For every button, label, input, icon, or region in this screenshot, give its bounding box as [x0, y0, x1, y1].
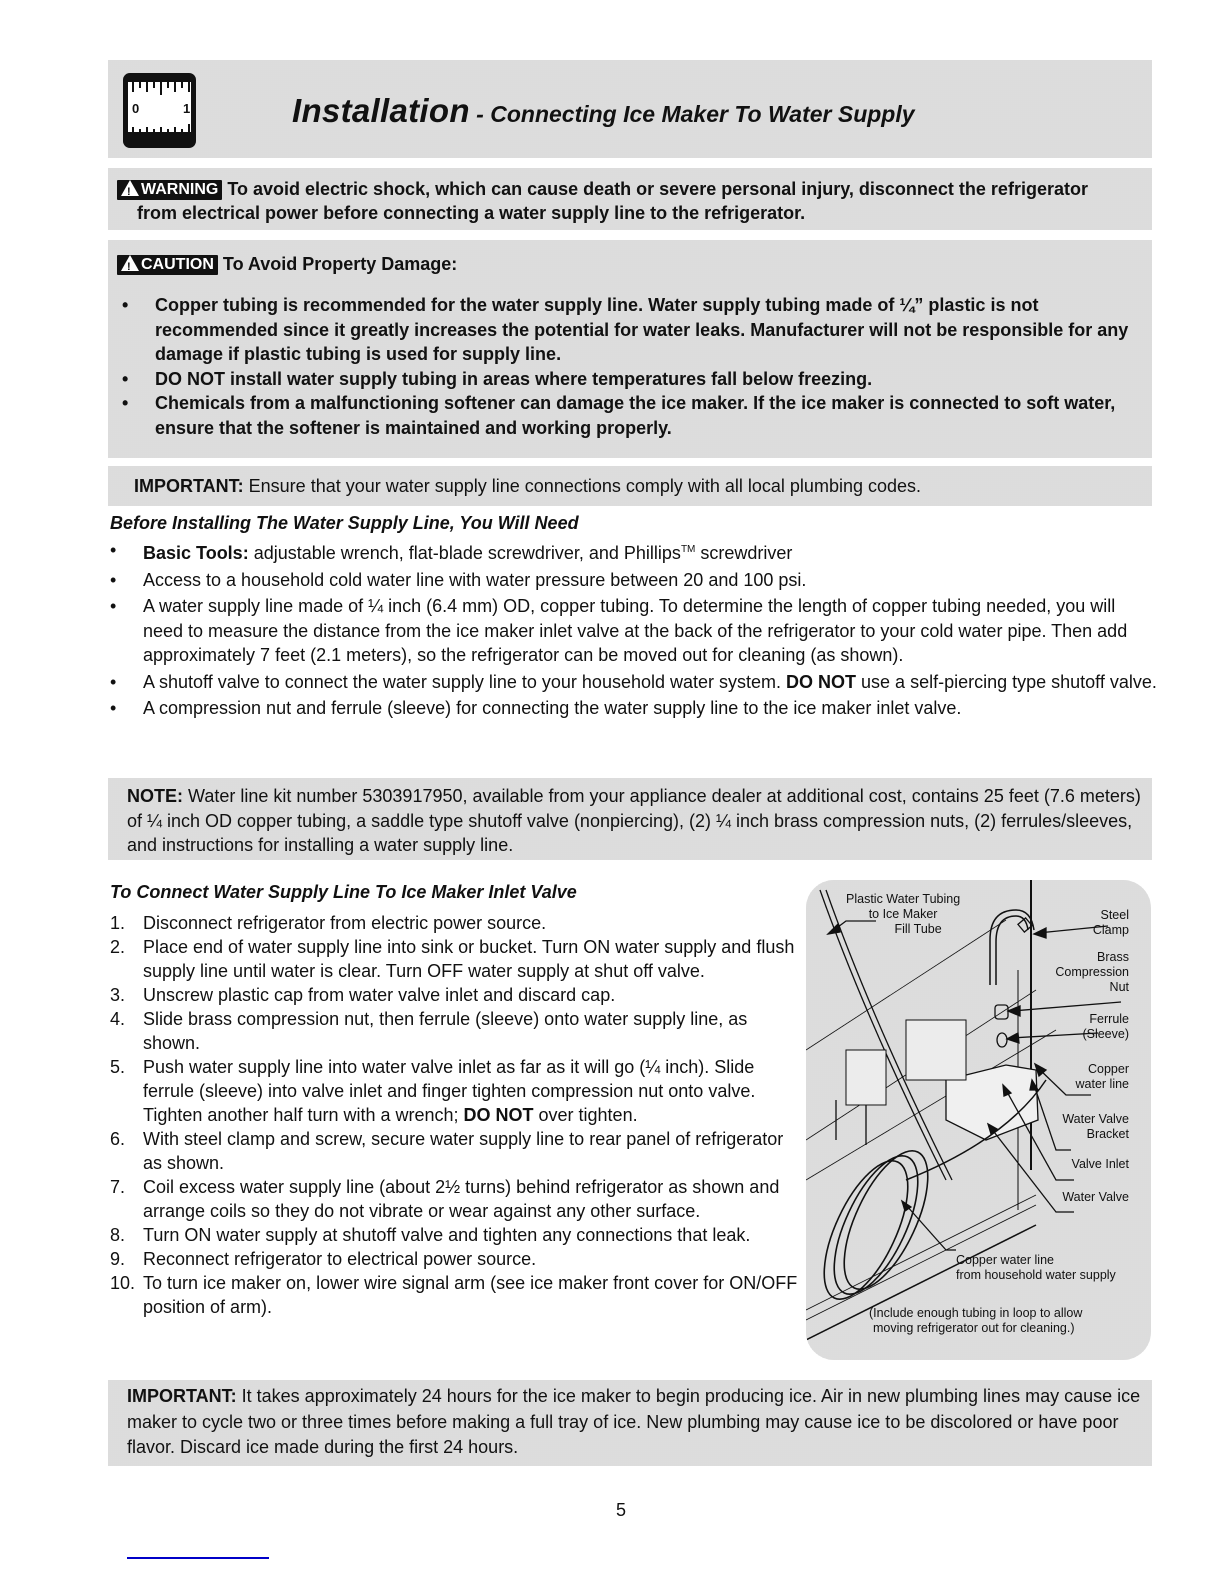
important-notice-2: IMPORTANT: It takes approximately 24 hours for the ice maker to begin producing ice. Air in new plumbing lines may cause ice maker to cycle two or three times before making a full tray of ice. New plumbing may cause ice to be discolored or have poor flavor. Discard ice made during the first 24 hours. [127, 1386, 1141, 1457]
label-steel-clamp: Steel Clamp [1092, 908, 1129, 937]
caution-list [117, 293, 1153, 440]
requirement-item: • Basic Tools: adjustable wrench, flat-blade screwdriver, and Phillips™ screwdriver [110, 538, 1160, 566]
note-text: NOTE: Water line kit number 5303917950, available from your appliance dealer at additional cost, contains 25 feet (7.6 meters) of ¼ inch OD copper tubing, a saddle type shutoff valve (nonpiercing), (2) ¼ inch brass compression nuts, (2) ferrules/sleeves, and instructions for installing a water supply line. [127, 786, 1141, 855]
step-item: 4. Slide brass compression nut, then ferrule (sleeve) onto water supply line, as shown. [110, 1009, 748, 1053]
label-valve-inlet: Valve Inlet [1071, 1157, 1129, 1171]
page-title [292, 92, 915, 130]
ruler-label-zero: 0 [132, 101, 140, 116]
step-item: 2. Place end of water supply line into sink or bucket. Turn ON water supply and flush supply line until water is clear. Turn OFF water supply at shut off valve. [110, 937, 795, 981]
warning-triangle-icon [121, 180, 139, 196]
step-item: 5. Push water supply line into water valve inlet as far as it will go (¼ inch). Slide ferrule (sleeve) into valve inlet and finger tighten compression nut onto valve. Tighten another half turn with a wrench; DO NOT over tighten. [110, 1057, 756, 1125]
link-underline[interactable] [127, 1557, 269, 1559]
requirement-item: • A compression nut and ferrule (sleeve) for connecting the water supply line to the ice maker inlet valve. [110, 696, 1160, 721]
warning-badge: !WARNING [117, 180, 222, 200]
caution-item: • Copper tubing is recommended for the water supply line. Water supply tubing made of ¼” plastic is not recommended since it greatly increases the potential for water leaks. Manufacturer will not be responsible for any damage if plastic tubing is used for supply line. [117, 293, 1153, 367]
warning-line-1: To avoid electric shock, which can cause death or severe personal injury, disconnect the refrigerator [227, 179, 1088, 199]
label-water-valve: Water Valve [1062, 1190, 1129, 1204]
page-number: 5 [616, 1500, 627, 1520]
caution-heading [117, 254, 457, 275]
important-label: IMPORTANT: [134, 476, 244, 496]
caution-triangle-icon [121, 255, 139, 271]
requirements-list [110, 538, 1160, 723]
installation-diagram [806, 880, 1151, 1360]
note-label: NOTE: [127, 786, 183, 806]
ruler-icon [123, 73, 196, 148]
caution-item: • DO NOT install water supply tubing in areas where temperatures fall below freezing. [117, 367, 1153, 392]
step-item: 10. To turn ice maker on, lower wire signal arm (see ice maker front cover for ON/OFF position of arm). [110, 1273, 798, 1317]
important-label: IMPORTANT: [127, 1386, 237, 1406]
caution-heading-text: To Avoid Property Damage: [222, 254, 458, 274]
label-copper-water-line: Copper water line [1075, 1062, 1129, 1091]
ferrule-shape [997, 1033, 1007, 1047]
title-main: Installation [292, 92, 470, 129]
label-brass-compression-nut: Brass Compression Nut [1055, 950, 1129, 994]
important-notice-1 [134, 476, 921, 497]
caution-item: • Chemicals from a malfunctioning softener can damage the ice maker. If the ice maker is connected to soft water, ensure that the softener is maintained and working properly. [117, 391, 1153, 440]
step-item: 1. Disconnect refrigerator from electric power source. [110, 913, 547, 933]
label-loop-note: (Include enough tubing in loop to allow moving refrigerator out for cleaning.) [869, 1306, 1083, 1335]
compression-nut-shape [995, 1005, 1008, 1019]
requirement-item: • A shutoff valve to connect the water supply line to your household water system. DO NOT use a self-piercing type shutoff valve. [110, 670, 1160, 695]
label-water-valve-bracket: Water Valve Bracket [1062, 1112, 1129, 1141]
warning-message [117, 177, 1147, 225]
important-text: Ensure that your water supply line connections comply with all local plumbing codes. [243, 476, 922, 496]
label-ferrule: Ferrule (Sleeve) [1082, 1012, 1129, 1041]
step-item: 8. Turn ON water supply at shutoff valve and tighten any connections that leak. [110, 1225, 751, 1245]
title-sub: - Connecting Ice Maker To Water Supply [469, 101, 915, 127]
requirement-item: • A water supply line made of ¼ inch (6.4 mm) OD, copper tubing. To determine the length of copper tubing needed, you will need to measure the distance from the ice maker inlet valve at the back of the refrigerator to your cold water pipe. Then add approximately 7 feet (2.1 meters), so the refrigerator can be moved out for cleaning (as shown). [110, 594, 1160, 668]
step-item: 7. Coil excess water supply line (about 2½ turns) behind refrigerator as shown and arrange coils so they do not vibrate or wear against any other surface. [110, 1177, 780, 1221]
caution-badge: !CAUTION [117, 255, 218, 275]
step-item: 3. Unscrew plastic cap from water valve inlet and discard cap. [110, 985, 616, 1005]
warning-line-2: from electrical power before connecting a water supply line to the refrigerator. [137, 203, 806, 223]
ruler-label-one: 1 [183, 101, 191, 116]
steps-heading: To Connect Water Supply Line To Ice Maker Inlet Valve [110, 882, 577, 902]
steps-list [110, 911, 800, 1319]
label-household-supply: Copper water line from household water supply [956, 1253, 1116, 1282]
requirement-item: • Access to a household cold water line with water pressure between 20 and 100 psi. [110, 568, 1160, 593]
step-item: 9. Reconnect refrigerator to electrical power source. [110, 1249, 537, 1269]
step-item: 6. With steel clamp and screw, secure water supply line to rear panel of refrigerator as shown. [110, 1129, 784, 1173]
requirements-heading: Before Installing The Water Supply Line, You Will Need [110, 513, 579, 533]
label-plastic-tubing: Plastic Water Tubing to Ice Maker Fill Tube [846, 892, 961, 936]
